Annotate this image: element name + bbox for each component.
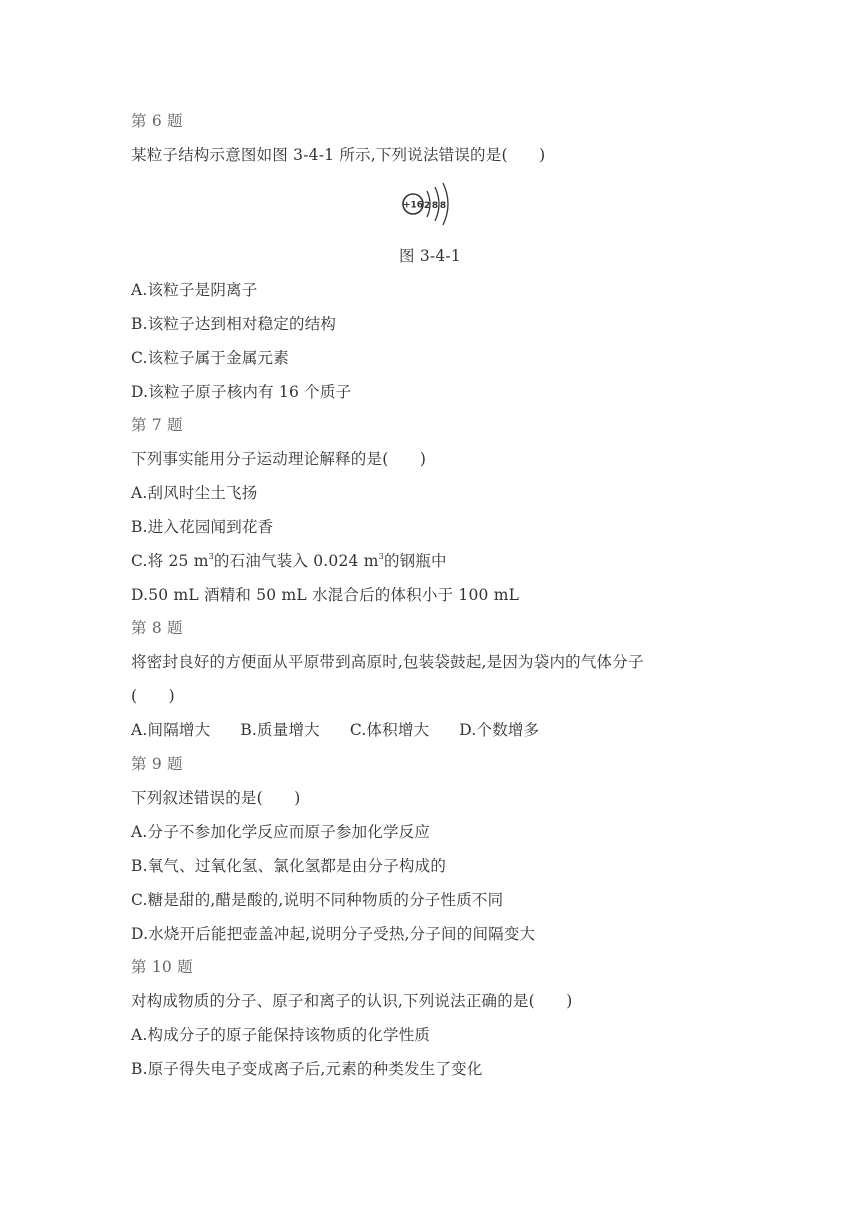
superscript-3: 3: [378, 551, 384, 561]
figure-caption: 图 3-4-1: [399, 247, 461, 265]
question-8-option-c: C.体积增大: [349, 721, 430, 739]
shell-1-electrons: 2: [423, 201, 431, 211]
question-9-option-c: C.糖是甜的,醋是酸的,说明不同种物质的分子性质不同: [131, 891, 504, 909]
question-6-option-c: C.该粒子属于金属元素: [131, 349, 289, 367]
shell-3-electrons: 8: [439, 201, 447, 211]
question-10-option-b: B.原子得失电子变成离子后,元素的种类发生了变化: [131, 1060, 483, 1078]
nucleus-charge-label: +16: [402, 200, 424, 211]
atom-structure-diagram: [398, 180, 462, 228]
question-6-option-b: B.该粒子达到相对稳定的结构: [131, 315, 337, 333]
question-9-number: 第 9 题: [131, 755, 183, 773]
superscript-3: 3: [208, 551, 214, 561]
question-9-option-a: A.分子不参加化学反应而原子参加化学反应: [131, 823, 431, 841]
question-8-option-d: D.个数增多: [459, 721, 540, 739]
question-7-option-a: A.刮风时尘土飞扬: [131, 484, 258, 502]
option-c-text-2: 的石油气装入 0.024 m: [213, 552, 379, 570]
question-7-number: 第 7 题: [131, 416, 183, 434]
question-7-stem: 下列事实能用分子运动理论解释的是( ): [131, 450, 427, 468]
question-8-stem-line-1: 将密封良好的方便面从平原带到高原时,包装袋鼓起,是因为袋内的气体分子: [131, 653, 644, 671]
question-8-number: 第 8 题: [131, 619, 183, 637]
question-10-number: 第 10 题: [131, 958, 193, 976]
question-6-number: 第 6 题: [131, 112, 183, 130]
question-9-option-b: B.氧气、过氧化氢、氯化氢都是由分子构成的: [131, 857, 447, 875]
question-7-option-d: D.50 mL 酒精和 50 mL 水混合后的体积小于 100 mL: [131, 586, 520, 604]
question-10-option-a: A.构成分子的原子能保持该物质的化学性质: [131, 1026, 431, 1044]
shell-2-electrons: 8: [431, 201, 439, 211]
question-6-stem: 某粒子结构示意图如图 3-4-1 所示,下列说法错误的是( ): [131, 146, 546, 164]
question-9-stem: 下列叙述错误的是( ): [131, 789, 301, 807]
question-8-option-a: A.间隔增大: [131, 721, 211, 739]
question-10-stem: 对构成物质的分子、原子和离子的认识,下列说法正确的是( ): [131, 992, 573, 1010]
option-c-text-3: 的钢瓶中: [383, 552, 447, 570]
question-9-option-d: D.水烧开后能把壶盖冲起,说明分子受热,分子间的间隔变大: [131, 925, 536, 943]
question-7-option-b: B.进入花园闻到花香: [131, 518, 274, 536]
question-8-stem-line-2: ( ): [131, 687, 175, 705]
question-8-option-b: B.质量增大: [240, 721, 320, 739]
option-c-text-1: C.将 25 m: [131, 552, 209, 570]
question-8-options: [131, 720, 539, 740]
question-7-option-c: [131, 551, 447, 571]
question-6-option-d: D.该粒子原子核内有 16 个质子: [131, 383, 352, 401]
question-6-option-a: A.该粒子是阴离子: [131, 281, 258, 299]
